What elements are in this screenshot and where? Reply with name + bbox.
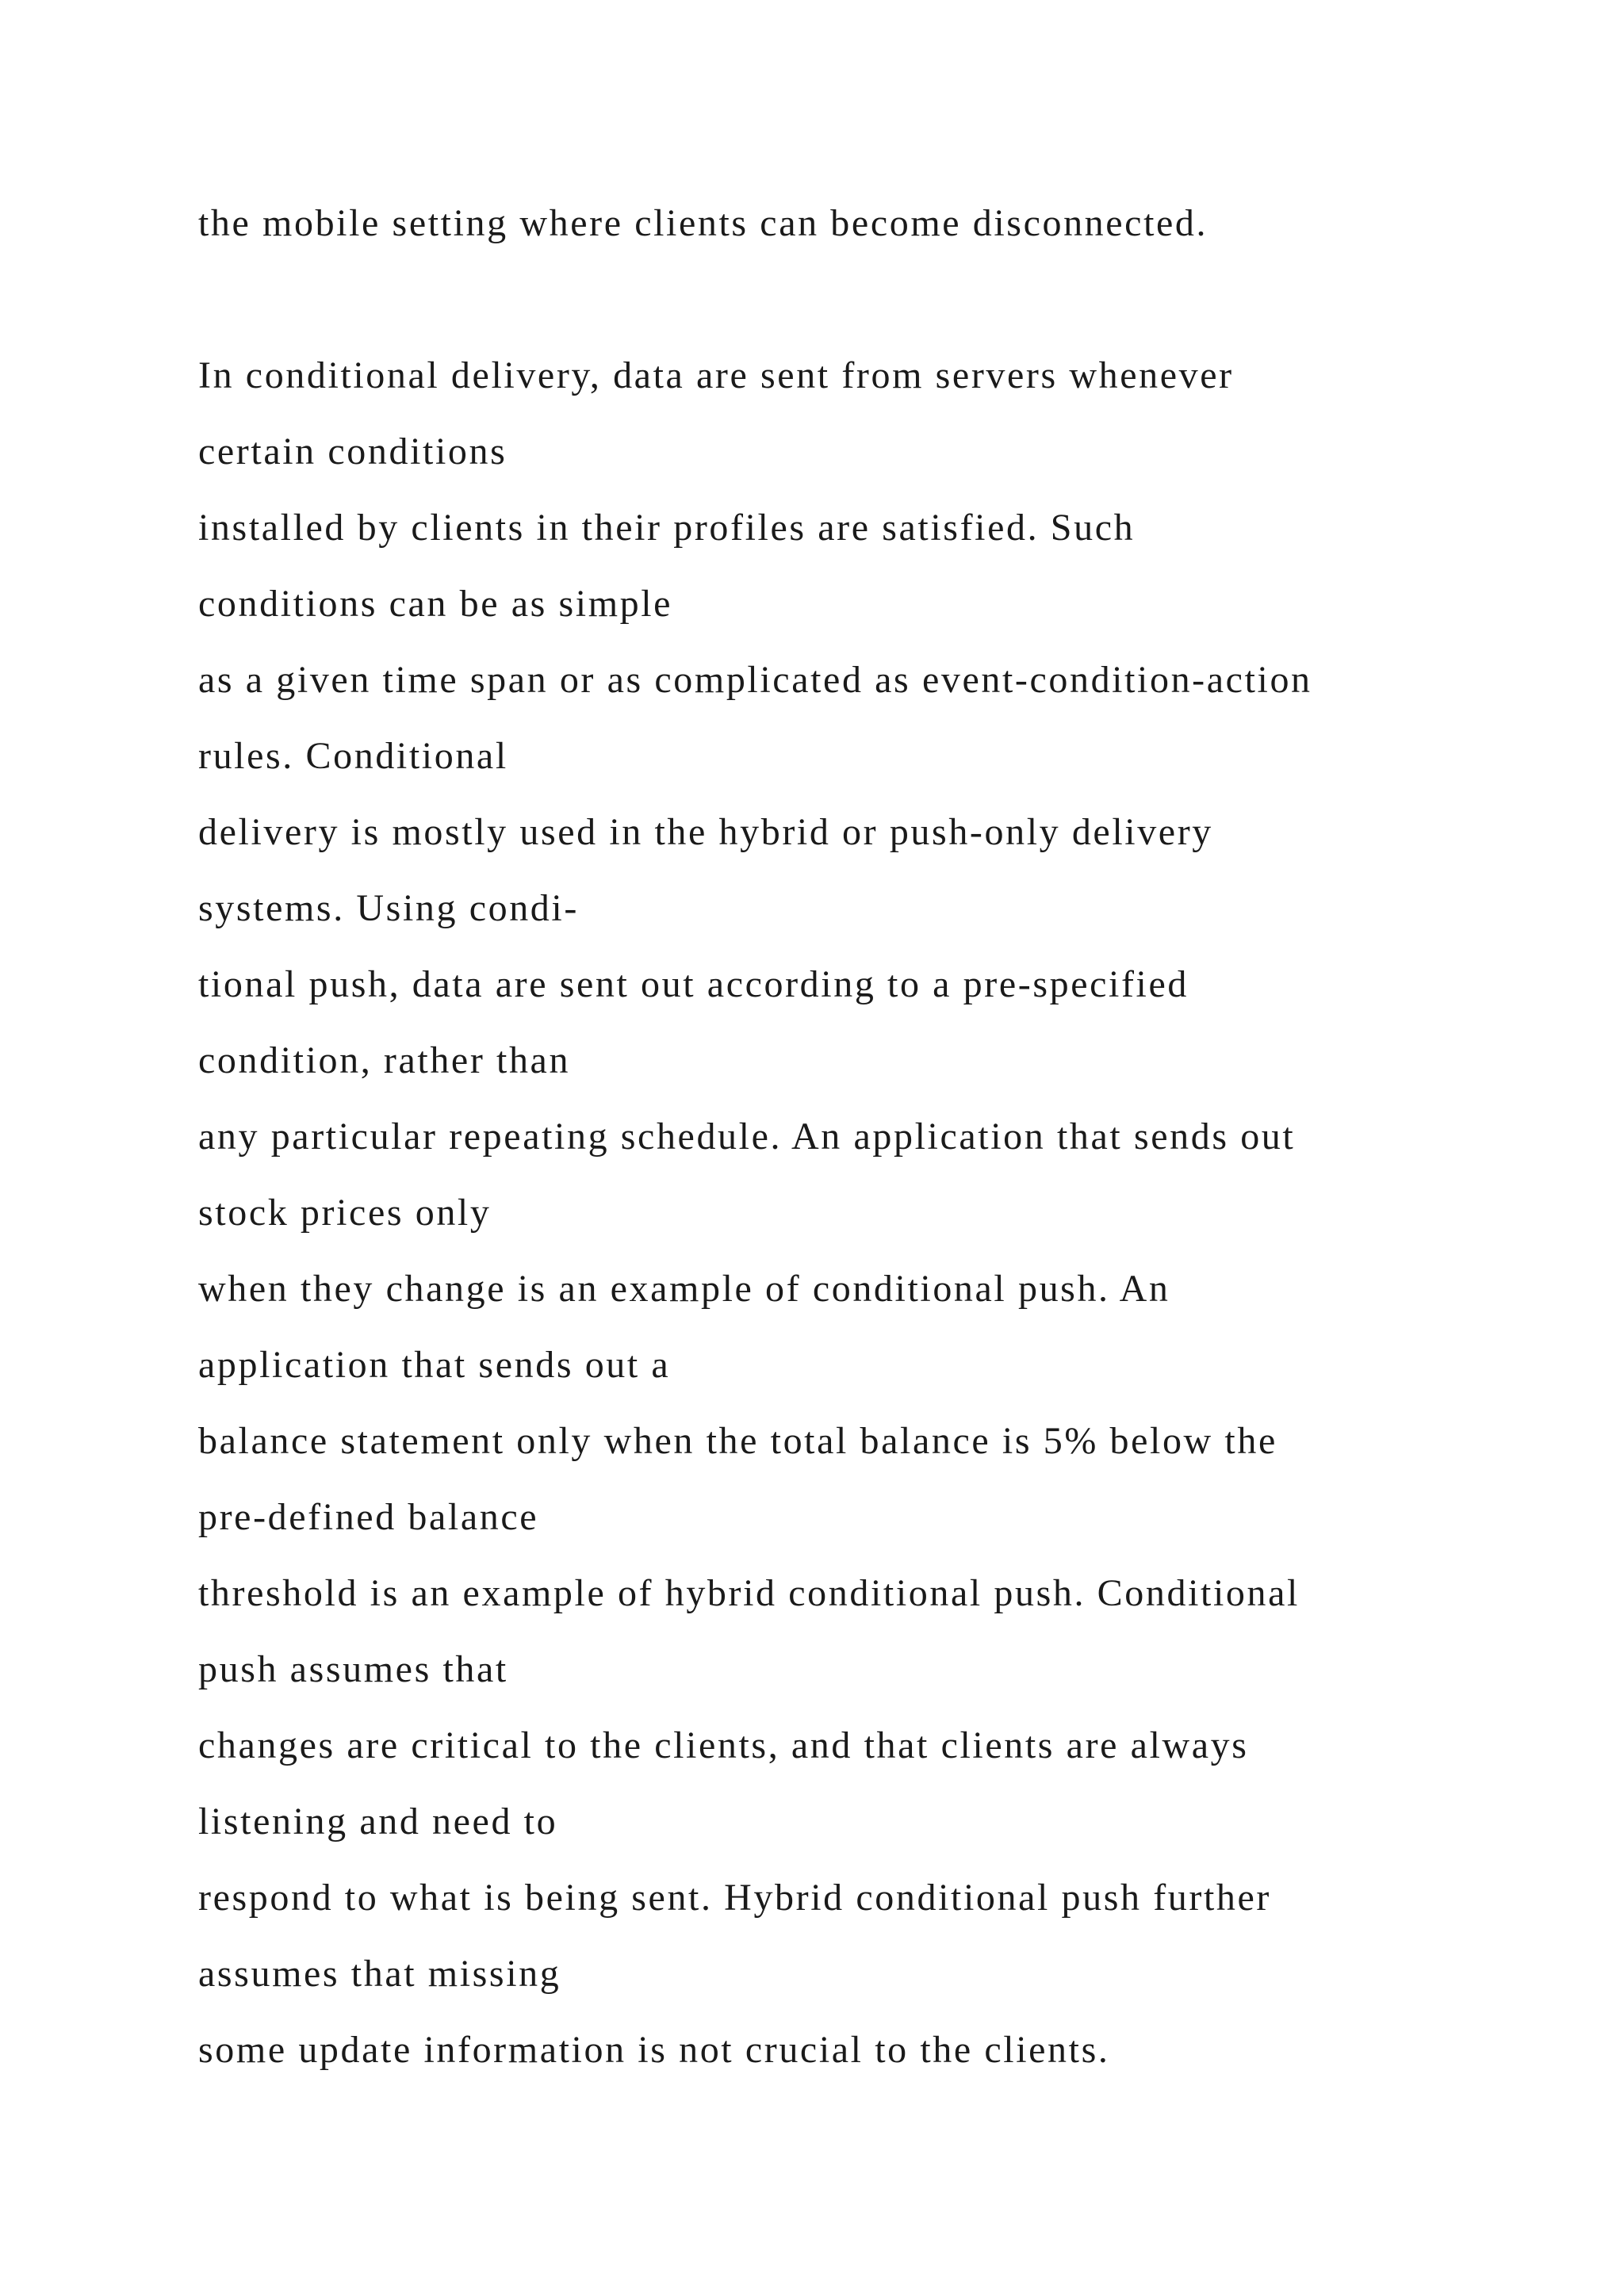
text-line: delivery is mostly used in the hybrid or push-only delivery: [198, 811, 1213, 853]
paragraph-2: [198, 338, 1546, 2088]
paragraph-1: [198, 186, 1546, 262]
text-line: some update information is not crucial to the clients.: [198, 2029, 1110, 2071]
text-line: systems. Using condi-: [198, 887, 579, 929]
text-line: rules. Conditional: [198, 735, 508, 777]
text-line: respond to what is being sent. Hybrid conditional push further: [198, 1877, 1271, 1919]
text-line: push assumes that: [198, 1648, 508, 1690]
text-line: listening and need to: [198, 1800, 558, 1843]
text-line: stock prices only: [198, 1192, 492, 1234]
text-line: the mobile setting where clients can become disconnected.: [198, 202, 1208, 244]
text-line: certain conditions: [198, 430, 508, 473]
text-line: application that sends out a: [198, 1344, 671, 1386]
text-line: threshold is an example of hybrid conditional push. Conditional: [198, 1572, 1300, 1614]
text-line: when they change is an example of conditional push. An: [198, 1268, 1170, 1310]
text-line: pre-defined balance: [198, 1496, 539, 1538]
text-line: as a given time span or as complicated as event-condition-action: [198, 659, 1312, 701]
text-line: changes are critical to the clients, and that clients are always: [198, 1724, 1249, 1766]
text-line: conditions can be as simple: [198, 583, 673, 625]
text-line: tional push, data are sent out according to a pre-specified: [198, 963, 1189, 1005]
text-line: any particular repeating schedule. An application that sends out: [198, 1115, 1296, 1158]
text-line: installed by clients in their profiles are satisfied. Such: [198, 507, 1136, 549]
text-line: assumes that missing: [198, 1953, 561, 1995]
text-line: condition, rather than: [198, 1039, 571, 1081]
text-line: balance statement only when the total balance is 5% below the: [198, 1420, 1277, 1462]
text-line: In conditional delivery, data are sent from servers whenever: [198, 354, 1234, 396]
